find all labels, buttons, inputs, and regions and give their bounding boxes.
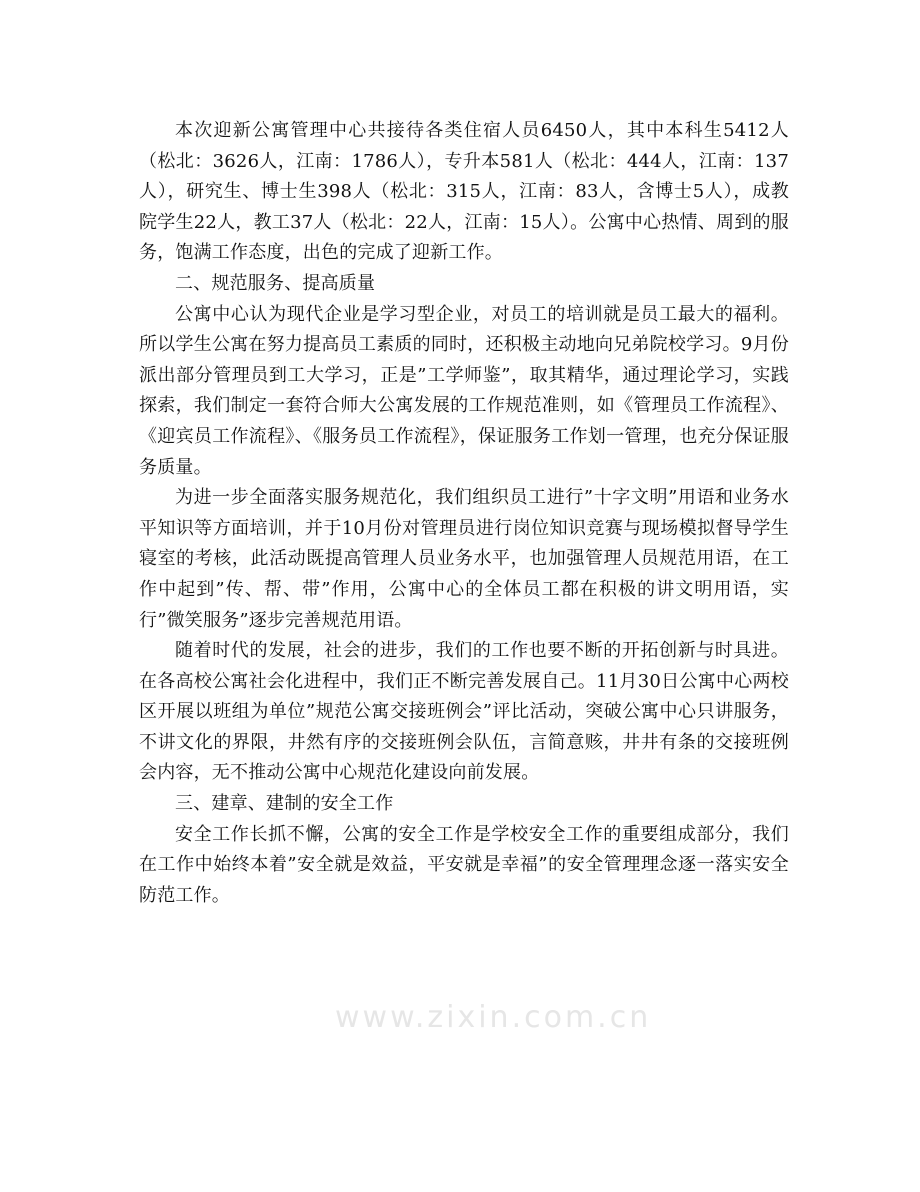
paragraph-welcome-stats: 本次迎新公寓管理中心共接待各类住宿人员6450人，其中本科生5412人（松北：3626人，江南：1786人），专升本581人（松北：444人，江南：137人），研究生、博士生398人（松北：315人，江南：83人，含博士5人），成教院学生22人，教工37人（松北：22人，江南：15人）。公寓中心热情、周到的服务，饱满工作态度，出色的完成了迎新工作。 (139, 120, 789, 264)
document-body (139, 116, 789, 911)
section-heading-safety: 三、建章、建制的安全工作 (175, 793, 394, 815)
paragraph-training: 公寓中心认为现代企业是学习型企业，对员工的培训就是员工最大的福利。所以学生公寓在努力提高员工素质的同时，还积极主动地向兄弟院校学习。9月份派出部分管理员到工大学习，正是”工学师鉴”，取其精华，通过理论学习，实践探索，我们制定一套符合师大公寓发展的工作规范准则，如《管理员工作流程》、《迎宾员工作流程》、《服务员工作流程》，保证服务工作划一管理，也充分保证服务质量。 (139, 303, 789, 478)
section-heading-service: 二、规范服务、提高质量 (175, 272, 376, 294)
paragraph-standardization: 为进一步全面落实服务规范化，我们组织员工进行”十字文明”用语和业务水平知识等方面培训，并于10月份对管理员进行岗位知识竞赛与现场模拟督导学生寝室的考核，此活动既提高管理人员业务水平，也加强管理人员规范用语，在工作中起到”传、帮、带”作用，公寓中心的全体员工都在积极的讲文明用语，实行”微笑服务”逐步完善规范用语。 (139, 487, 789, 631)
paragraph-innovation: 随着时代的发展，社会的进步，我们的工作也要不断的开拓创新与时具进。在各高校公寓社会化进程中，我们正不断完善发展自己。11月30日公寓中心两校区开展以班组为单位”规范公寓交接班例会”评比活动，突破公寓中心只讲服务，不讲文化的界限，井然有序的交接班例会队伍，言简意赅，井井有条的交接班例会内容，无不推动公寓中心规范化建设向前发展。 (139, 640, 789, 784)
watermark: www.zixin.com.cn (335, 1000, 652, 1035)
paragraph-safety: 安全工作长抓不懈，公寓的安全工作是学校安全工作的重要组成部分，我们在工作中始终本着”安全就是效益，平安就是幸福”的安全管理理念逐一落实安全防范工作。 (139, 823, 789, 906)
